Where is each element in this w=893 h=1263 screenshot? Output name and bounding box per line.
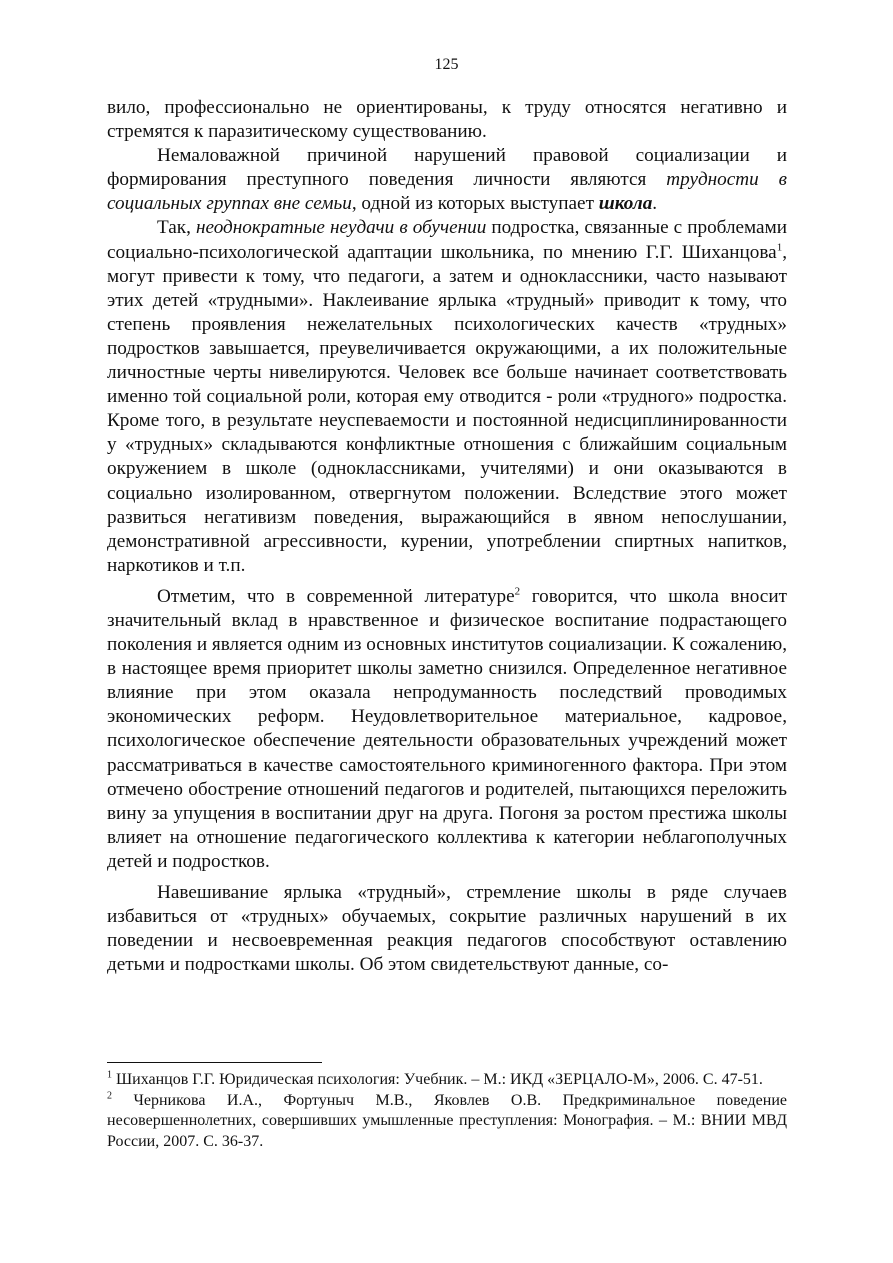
paragraph-4	[107, 585, 787, 874]
footnote-ref-2[interactable]: 2	[514, 585, 521, 598]
footnote-1-text: Шиханцов Г.Г. Юридическая психология: Учебник. – М.: ИКД «ЗЕРЦАЛО-М», 2006. С. 47-51.	[116, 1071, 763, 1088]
footnote-2-text: Черникова И.А., Фортуныч М.В., Яковлев О.В. Предкриминальное поведение несовершеннолетних, совершивших умышленные преступления: Монография. – М.: ВНИИ МВД России, 2007. С. 36-37.	[107, 1091, 788, 1150]
footnote-2-mark: 2	[107, 1090, 112, 1102]
paragraph-4-text-b: говорится, что школа вносит значительный вклад в нравственное и физическое воспитание подрастающего поколения и является одним из основных институтов социализации. К сожалению, в настоящее время приоритет школы заметно снизился. Определенное негативное влияние при этом оказала непродуманность последствий проводимых экономических реформ. Неудовлетворительное материальное, кадровое, психологическое обеспечение деятельности образовательных учреждений может рассматриваться в качестве самостоятельного криминогенного фактора. При этом отмечено обострение отношений педагогов и родителей, пытающихся переложить вину за упущения в воспитании друг на друга. Погоня за ростом престижа школы влияет на отношение педагогического коллектива к категории неблагополучных детей и подростков.	[107, 585, 787, 872]
paragraph-1	[107, 96, 787, 144]
footnotes	[107, 1070, 787, 1152]
paragraph-2-end: .	[652, 193, 658, 215]
paragraph-3	[107, 216, 787, 577]
paragraph-1-text: вило, профессионально не ориентированы, к труду относятся негативно и стремятся к паразитическому существованию.	[107, 97, 787, 143]
paragraph-2-text-a: Немаловажной причиной нарушений правовой социализации и формирования преступного поведения личности являются	[107, 145, 787, 191]
paragraph-3-text-b: подростка, связанные с проблемами социально-психологической адаптации школьника, по мнению Г.Г. Шиханцова	[107, 217, 787, 263]
paragraph-3-text-a: Так,	[157, 217, 196, 239]
paragraph-4-text-a: Отметим, что в современной литературе	[157, 585, 515, 607]
footnote-1-mark: 1	[107, 1069, 112, 1081]
paragraph-5	[107, 881, 787, 977]
paragraph-2	[107, 144, 787, 216]
footnote-1	[107, 1070, 787, 1091]
paragraph-3-italic: неоднократные неудачи в обучении	[195, 217, 487, 239]
paragraph-2-bold: школа	[598, 193, 653, 215]
footnote-2	[107, 1091, 787, 1153]
paragraph-3-text-c: , могут привести к тому, что педагоги, а затем и одноклассники, часто называют этих детей «трудными». Наклеивание ярлыка «трудный» приводит к тому, что степень проявления нежелательных психологических качеств «трудных» подростков завышается, преувеличивается окружающими, а их положительные личностные черты нивелируются. Человек все больше начинает соответствовать именно той социальной роли, которая ему отводится - роли «трудного» подростка. Кроме того, в результате неуспеваемости и постоянной недисциплинированности у «трудных» складываются конфликтные отношения с ближайшим социальным окружением в школе (одноклассниками, учителями) и они оказываются в социально изолированном, отвергнутом положении. Вследствие этого может развиться негативизм поведения, выражающийся в явном непослушании, демонстративной агрессивности, курении, употреблении спиртных напитков, наркотиков и т.п.	[107, 241, 787, 576]
paragraph-2-text-b: , одной из которых выступает	[351, 193, 599, 215]
page-number: 125	[434, 56, 459, 73]
footnote-divider	[107, 1062, 322, 1063]
paragraph-2-italic: трудности в социальных группах вне семьи	[107, 169, 787, 215]
footnote-ref-1[interactable]: 1	[776, 241, 783, 254]
body-text	[107, 96, 787, 977]
paragraph-5-text: Навешивание ярлыка «трудный», стремление школы в ряде случаев избавиться от «трудных» обучаемых, сокрытие различных нарушений в их поведении и несвоевременная реакция педагогов способствуют оставлению детьми и подростками школы. Об этом свидетельствуют данные, со-	[107, 882, 787, 976]
